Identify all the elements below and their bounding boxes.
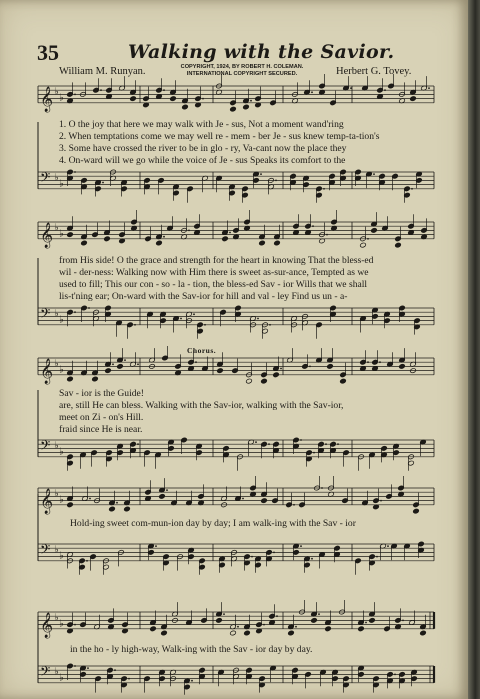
note-dot: [137, 363, 139, 365]
note-dot: [250, 100, 252, 102]
note-head: [92, 376, 99, 382]
copyright-line-2: INTERNATIONAL COPYRIGHT SECURED.: [186, 71, 298, 77]
note-dot: [312, 225, 314, 227]
note-dot: [193, 313, 195, 315]
note-head: [273, 372, 280, 378]
lyric-line: wil - der-ness: Walking now with Him there is sweet as-sur-ance, Tempted as we: [59, 267, 369, 278]
flat-icon: ♭: [59, 314, 64, 326]
note-head: [259, 240, 266, 246]
note-head: [244, 630, 251, 636]
note-dot: [300, 439, 302, 441]
note-dot: [86, 560, 88, 562]
note-head: [130, 96, 137, 102]
bass-clef-icon: 𝄢: [40, 663, 51, 683]
note-head: [105, 368, 112, 374]
lyric-line: 1. O the joy that here we may walk with Je - sus, Not a moment wand'ring: [59, 119, 344, 130]
note-dot: [428, 87, 430, 89]
note-dot: [88, 307, 90, 309]
note-dot: [411, 188, 413, 190]
note-head: [369, 618, 376, 624]
lyric-line: from His side! O the grace and strength for the heart in knowing That the bless-ed: [59, 255, 374, 266]
note-head: [217, 368, 224, 374]
note-head: [170, 96, 177, 102]
treble-clef-icon: 𝄞: [40, 86, 54, 112]
lyric-line: in the ho - ly high-way, Walk-ing with the Sav - ior day by day.: [70, 644, 313, 655]
bass-clef-icon: 𝄢: [40, 541, 51, 561]
note-dot: [74, 665, 76, 667]
note-head: [156, 240, 163, 246]
note-dot: [257, 318, 259, 320]
note-dot: [309, 366, 311, 368]
note-dot: [137, 443, 139, 445]
note-head: [67, 376, 74, 382]
note-head: [261, 378, 268, 384]
note-dot: [202, 98, 204, 100]
note-head: [216, 618, 223, 624]
flat-icon: ♭: [59, 364, 64, 376]
lyric-line: 3. Some have crossed the river to be in glo - ry, Va-cant now the place they: [59, 143, 347, 154]
lyric-line: meet on Zi - on's Hill.: [59, 412, 144, 423]
note-dot: [323, 188, 325, 190]
note-head: [81, 240, 88, 246]
flat-icon: ♭: [54, 666, 59, 678]
note-head: [358, 626, 365, 632]
note-head: [230, 106, 237, 112]
flat-icon: ♭: [54, 222, 59, 234]
note-dot: [269, 324, 271, 326]
note-head: [311, 618, 318, 624]
lyric-line: 4. On-ward will we go while the voice of Je - sus Speaks its comfort to the: [59, 155, 346, 166]
hymn-number: 35: [37, 40, 59, 65]
lyric-line: used to fill; This our con - so - la - tion, the bless-ed Sav - ior Wills that we shall: [59, 279, 368, 290]
flat-icon: ♭: [59, 178, 64, 190]
note-head: [420, 630, 427, 636]
note-dot: [293, 504, 295, 506]
note-dot: [116, 502, 118, 504]
flat-icon: ♭: [54, 488, 59, 500]
chorus-label: Chorus.: [187, 346, 217, 355]
note-dot: [276, 615, 278, 617]
note-dot: [155, 545, 157, 547]
note-dot: [273, 552, 275, 554]
flat-icon: ♭: [59, 672, 64, 684]
flat-icon: ♭: [54, 612, 59, 624]
note-dot: [100, 89, 102, 91]
note-head: [161, 630, 168, 636]
note-head: [104, 236, 111, 242]
copyright-line-1: COPYRIGHT, 1924, BY ROBERT H. COLEMAN.: [180, 64, 304, 70]
note-dot: [313, 452, 315, 454]
note-dot: [326, 234, 328, 236]
note-dot: [280, 368, 282, 370]
flat-icon: ♭: [54, 440, 59, 452]
hymn-title: Walking with the Savior.: [128, 41, 395, 63]
note-head: [340, 378, 347, 384]
lyric-line: lis-t'ning ear; On-ward with the Sav-ior for hill and val - ley Find us un - a-: [59, 291, 348, 302]
note-dot: [337, 443, 339, 445]
flat-icon: ♭: [54, 308, 59, 320]
note-dot: [311, 558, 313, 560]
note-dot: [384, 89, 386, 91]
note-dot: [74, 94, 76, 96]
note-dot: [237, 626, 239, 628]
note-dot: [195, 361, 197, 363]
treble-clef-icon: 𝄞: [40, 222, 54, 248]
note-dot: [191, 680, 193, 682]
note-dot: [229, 232, 231, 234]
treble-clef-icon: 𝄞: [40, 612, 54, 638]
note-dot: [275, 180, 277, 182]
lyric-line: Hold-ing sweet com-mun-ion day by day; I am walk-ing with the Sav - ior: [70, 518, 356, 529]
note-dot: [124, 359, 126, 361]
note-dot: [74, 624, 76, 626]
note-head: [159, 494, 166, 500]
author-credit: Herbert G. Tovey.: [336, 66, 412, 77]
note-head: [230, 630, 237, 636]
note-head: [243, 104, 250, 110]
note-dot: [223, 613, 225, 615]
note-head: [360, 242, 367, 248]
flat-icon: ♭: [59, 618, 64, 630]
note-dot: [300, 545, 302, 547]
note-dot: [263, 624, 265, 626]
note-dot: [74, 171, 76, 173]
bass-clef-icon: 𝄢: [40, 305, 51, 325]
note-head: [325, 626, 332, 632]
note-dot: [321, 487, 323, 489]
note-dot: [318, 613, 320, 615]
note-dot: [87, 667, 89, 669]
note-head: [399, 364, 406, 370]
note-head: [246, 378, 253, 384]
note-head: [274, 240, 281, 246]
bass-clef-icon: 𝄢: [40, 169, 51, 189]
note-dot: [365, 622, 367, 624]
note-dot: [402, 620, 404, 622]
lyric-line: 2. When temptations come we may well re - mem - ber Je - sus knew temp-ta-tion's: [59, 131, 380, 142]
note-dot: [311, 91, 313, 93]
flat-icon: ♭: [59, 92, 64, 104]
note-dot: [163, 89, 165, 91]
note-dot: [251, 556, 253, 558]
note-head: [371, 228, 378, 234]
note-dot: [242, 498, 244, 500]
flat-icon: ♭: [59, 228, 64, 240]
note-dot: [134, 324, 136, 326]
note-head: [109, 506, 116, 512]
note-dot: [379, 361, 381, 363]
note-dot: [380, 500, 382, 502]
note-dot: [74, 311, 76, 313]
flat-icon: ♭: [54, 544, 59, 556]
note-dot: [89, 498, 91, 500]
note-head: [124, 506, 131, 512]
note-head: [395, 242, 402, 248]
note-dot: [367, 238, 369, 240]
note-head: [288, 630, 295, 636]
note-head: [67, 502, 74, 508]
note-dot: [188, 230, 190, 232]
note-dot: [102, 182, 104, 184]
note-dot: [387, 545, 389, 547]
note-dot: [180, 318, 182, 320]
note-head: [413, 508, 420, 514]
flat-icon: ♭: [54, 86, 59, 98]
note-head: [150, 626, 157, 632]
composer-credit: William M. Runyan.: [59, 66, 146, 77]
flat-icon: ♭: [54, 172, 59, 184]
flat-icon: ♭: [59, 494, 64, 506]
note-head: [182, 104, 189, 110]
note-dot: [260, 173, 262, 175]
note-dot: [114, 669, 116, 671]
lyric-line: Sav - ior is the Guide!: [59, 388, 144, 399]
note-head: [117, 364, 124, 370]
note-head: [327, 364, 334, 370]
note-head: [410, 96, 417, 102]
note-dot: [373, 173, 375, 175]
note-dot: [394, 674, 396, 676]
note-dot: [295, 626, 297, 628]
note-dot: [367, 361, 369, 363]
note-dot: [376, 556, 378, 558]
lyric-line: are, still He can bless. Walking with the Sav-ior, walking with the Sav-ior,: [59, 400, 344, 411]
note-dot: [163, 236, 165, 238]
note-dot: [166, 489, 168, 491]
treble-clef-icon: 𝄞: [40, 488, 54, 514]
flat-icon: ♭: [59, 550, 64, 562]
bass-clef-icon: 𝄢: [40, 437, 51, 457]
note-head: [67, 232, 74, 238]
note-dot: [204, 324, 206, 326]
note-head: [222, 236, 229, 242]
note-dot: [128, 678, 130, 680]
note-dot: [268, 443, 270, 445]
book-binding: [468, 0, 480, 699]
note-dot: [255, 441, 257, 443]
note-dot: [325, 443, 327, 445]
note-dot: [350, 87, 352, 89]
lyric-line: fraid since He is near.: [59, 424, 143, 435]
treble-clef-icon: 𝄞: [40, 358, 54, 384]
flat-icon: ♭: [54, 358, 59, 370]
note-dot: [112, 363, 114, 365]
flat-icon: ♭: [59, 446, 64, 458]
note-head: [261, 498, 268, 504]
